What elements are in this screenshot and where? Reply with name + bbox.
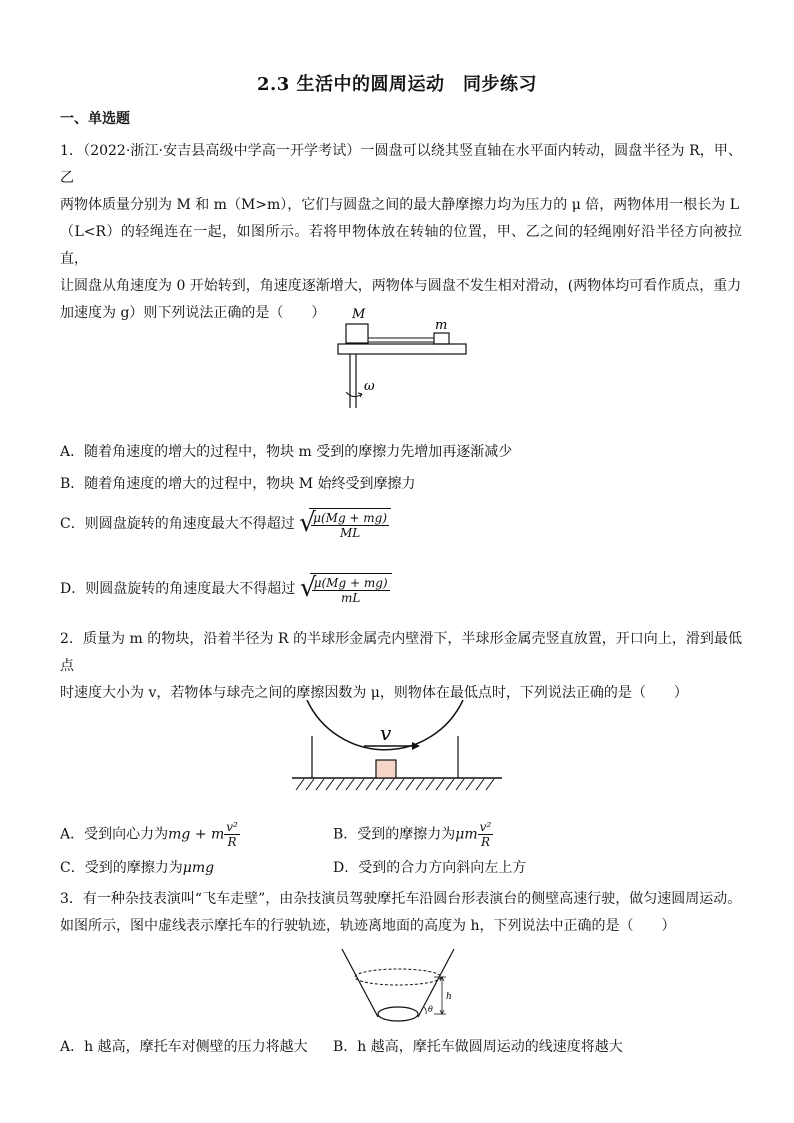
q2-option-c-text: C．受到的摩擦力为 — [60, 860, 183, 876]
q2-option-c — [60, 857, 214, 877]
wall-left — [342, 949, 378, 1017]
q1-option-b: B．随着角速度的增大的过程中，物块 M 始终受到摩擦力 — [60, 476, 416, 492]
rotation-arrow — [346, 392, 362, 397]
block — [376, 760, 396, 778]
label-h: h — [446, 992, 452, 1002]
question-2 — [60, 626, 742, 707]
denominator: R — [480, 835, 490, 849]
track-dashed — [355, 969, 441, 985]
block-M — [346, 324, 368, 343]
fraction — [311, 511, 389, 540]
expression: mg + m — [168, 826, 225, 843]
question-1-line: 1．（2022·浙江·安吉县高级中学高一开学考试）一圆盘可以绕其竖直轴在水平面内转动，圆盘半径为 R，甲、乙 — [60, 143, 742, 186]
label-v: v — [380, 721, 392, 745]
question-1-line: 让圆盘从角速度为 0 开始转到，角速度逐渐增大，两物体与圆盘不发生相对滑动，(两物体均可看作质点，重力 — [60, 278, 742, 294]
question-2-line: 2．质量为 m 的物块，沿着半径为 R 的半球形金属壳内壁滑下，半球形金属壳竖直放置，开口向上，滑到最低点 — [60, 631, 742, 674]
expression: μm — [455, 826, 478, 843]
sqrt-expression — [300, 573, 392, 605]
fraction — [478, 820, 494, 849]
numerator: μ(Mg + mg) — [313, 511, 388, 525]
question-1-line: 加速度为 g）则下列说法正确的是（ ） — [60, 305, 326, 321]
question-1-line: （L<R）的轻绳连在一起，如图所示。若将甲物体放在转轴的位置，甲、乙之间的轻绳刚好沿半径方向被拉直， — [60, 224, 742, 267]
q2-option-a — [60, 820, 240, 849]
q2-option-a-text: A．受到向心力为 — [60, 826, 169, 843]
label-theta: θ — [428, 1005, 433, 1014]
ground-hatching — [296, 779, 494, 790]
question-3-line: 3．有一种杂技表演叫“飞车走壁”，由杂技演员驾驶摩托车沿圆台形表演台的侧壁高速行驶，做匀速圆周运动。 — [60, 891, 742, 907]
section-heading: 一、单选题 — [60, 111, 130, 127]
q3-option-b: B．h 越高，摩托车做圆周运动的线速度将越大 — [333, 1039, 623, 1055]
q3-option-a: A．h 越高，摩托车对侧壁的压力将越大 — [60, 1039, 308, 1055]
figure-cone-track — [340, 945, 470, 1030]
q2-option-d: D．受到的合力方向斜向左上方 — [333, 860, 527, 876]
disc — [338, 344, 466, 354]
numerator: v² — [226, 820, 238, 834]
question-3 — [60, 886, 742, 940]
question-1 — [60, 138, 742, 327]
denominator: ML — [339, 526, 361, 540]
theta-arc — [424, 1007, 426, 1014]
radical-sign: √ — [299, 573, 317, 603]
base-ellipse — [378, 1007, 418, 1021]
denominator: mL — [340, 591, 361, 605]
q1-option-d — [60, 573, 392, 605]
figure-rotating-disc — [320, 300, 470, 410]
fraction — [224, 820, 240, 849]
figure-hemisphere — [288, 700, 508, 800]
question-2-line: 时速度大小为 v，若物体与球壳之间的摩擦因数为 μ，则物体在最低点时，下列说法正确的是（ ） — [60, 685, 688, 701]
numerator: μ(Mg + mg) — [313, 576, 388, 590]
sqrt-expression — [299, 508, 391, 540]
question-1-line: 两物体质量分别为 M 和 m（M>m），它们与圆盘之间的最大静摩擦力均为压力的 μ 倍，两物体用一根长为 L — [60, 197, 740, 213]
q1-option-c-text: C．则圆盘旋转的角速度最大不得超过 — [60, 516, 295, 532]
label-omega: ω — [364, 379, 375, 394]
expression: μmg — [182, 860, 215, 876]
denominator: R — [227, 835, 237, 849]
numerator: v² — [479, 820, 492, 834]
fraction — [312, 576, 390, 605]
block-m — [434, 333, 449, 344]
label-m: m — [435, 318, 448, 333]
radical-sign: √ — [299, 508, 316, 538]
q1-option-c — [60, 508, 391, 540]
wall-right — [418, 949, 454, 1017]
question-3-line: 如图所示，图中虚线表示摩托车的行驶轨迹，轨迹离地面的高度为 h，下列说法中正确的是（ ） — [60, 918, 676, 934]
page-title: 2.3 生活中的圆周运动 同步练习 — [256, 74, 538, 95]
q2-option-b — [333, 820, 493, 849]
q1-option-a: A．随着角速度的增大的过程中，物块 m 受到的摩擦力先增加再逐渐减少 — [60, 444, 513, 460]
label-M: M — [352, 307, 366, 322]
q1-option-d-text: D．则圆盘旋转的角速度最大不得超过 — [60, 581, 296, 597]
q2-option-b-text: B．受到的摩擦力为 — [333, 826, 456, 843]
